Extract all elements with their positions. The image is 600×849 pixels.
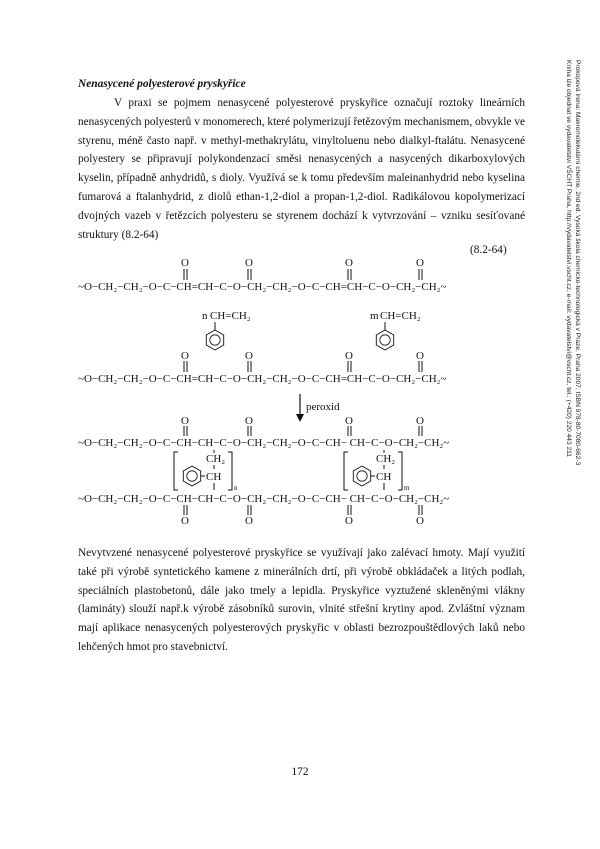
svg-text:~O−CH₂−CH₂−O−C−CH−CH−C−O−CH₂−C: ~O−CH₂−CH₂−O−C−CH−CH−C−O−CH₂−CH₂−O−C−CH− CH−C−O−CH₂−CH₂~ [78,493,450,505]
svg-text:O: O [181,515,189,527]
svg-text:CH: CH [376,471,392,483]
svg-text:~O−CH₂−CH₂−O−C−CH−CH−C−O−CH₂−C: ~O−CH₂−CH₂−O−C−CH−CH−C−O−CH₂−CH₂−O−C−CH− CH−C−O−CH₂−CH₂~ [78,437,450,449]
crosslink-unit-m [344,450,410,492]
applications-paragraph: Nevytvzené nenasycené polyesterové pryskyřice se využívají jako zalévací hmoty. Mají využití také při výrobě syntetického kamene z minerálních drtí, při výrobě obkládaček a litých podlah, speciálních plastobetonů, dále jako tmely a lepidla. Pryskyřice vyztužené skleněnými vlákny (lamináty) slouží např.k výrobě zásobníků surovin, vlnité střešní krytiny apod. Zvláštní význam mají aplikace nenasycených polyesterových pryskyřic v oblasti bezrozpouštědlových laků nebo lehčených hmot pro stavebnictví. [78,547,525,653]
svg-text:O: O [345,258,353,269]
svg-text:O: O [181,258,189,269]
repeat-index-n: n [234,484,238,492]
svg-text:O: O [245,258,253,269]
svg-text:O: O [416,258,424,269]
svg-text:O: O [345,415,353,427]
svg-text:CH₂: CH₂ [376,453,396,465]
initiator-label: peroxid [306,401,340,413]
svg-text:CH=CH₂: CH=CH₂ [210,310,251,322]
svg-text:CH: CH [206,471,222,483]
styrene-coefficient-m: m [370,310,379,322]
crosslinked-chain-top [78,415,449,449]
svg-text:O: O [345,515,353,527]
svg-text:CH=CH₂: CH=CH₂ [380,310,421,322]
styrene-monomer-m [370,310,421,350]
svg-text:O: O [416,515,424,527]
svg-text:~O−CH₂−CH₂−O−C−CH=CH−C−O−CH₂−C: ~O−CH₂−CH₂−O−C−CH=CH−C−O−CH₂−CH₂−O−C−CH=CH−C−O−CH₂−CH₂~ [78,373,447,385]
svg-text:O: O [345,350,353,362]
repeat-index-m: m [404,484,410,492]
polyester-chain-2 [78,350,447,385]
svg-text:O: O [181,350,189,362]
svg-text:O: O [416,350,424,362]
intro-paragraph: V praxi se pojmem nenasycené polyesterové pryskyřice označují roztoky lineárních nenasycených polyesterů v monomerech, které polymerizují řetězovým mechanismem, obvykle ve styrenu, méně často např. v methyl-methakrylátu, vinyltoluenu nebo dialkyl-ftalátu. Nenasycené polyestery se připravují polykondenzací směsi nenasycených a nasycených dikarboxylových kyselin, případně anhydridů, s dioly. Využívá se k tomu především maleinanhydrid nebo kyselina fumarová a ftalanhydrid, z diolů ethan-1,2-diol a propan-1,2-diol. Radikálovou kopolymerizací dvojných vazeb v řetězcích polyesteru se styrenem dochází k vytvrzování – vzniku sesíťované struktury (8.2-64) [78,97,525,241]
copyright-line-1: Prokopová Irena: Makromolekulární chemie. 2nd ed. Vysoká škola chemicko-technologická v Praze, Praha 2007. ISBN 978-80-7080-662-3 [574,60,581,466]
copyright-line-2: Kniha lze objednat ve vydavatelství VŠCHT Praha, http://vydavatelstvi.vscht.cz, e-mail: vydavatelstvi@vscht.cz, tel.: (+420) 220 443 211 [565,60,572,457]
svg-text:O: O [416,415,424,427]
svg-text:CH₂: CH₂ [206,453,226,465]
copyright-sidebar [548,60,588,620]
page-number: 172 [291,766,309,778]
svg-text:~O−CH₂−CH₂−O−C−CH=CH−C−O−CH₂−C: ~O−CH₂−CH₂−O−C−CH=CH−C−O−CH₂−CH₂−O−C−CH=CH−C−O−CH₂−CH₂~ [78,281,447,293]
equation-number: (8.2-64) [470,244,507,256]
reaction-scheme [78,258,518,528]
styrene-coefficient-n: n [202,310,208,322]
section-heading: Nenasycené polyesterové pryskyřice [78,78,246,90]
crosslinked-chain-bottom [78,493,449,527]
crosslink-unit-n [174,450,238,492]
svg-text:O: O [245,515,253,527]
svg-text:O: O [245,415,253,427]
reaction-arrow [296,394,340,422]
polyester-chain-1 [78,258,447,293]
styrene-monomer-n [202,310,251,350]
svg-text:O: O [181,415,189,427]
svg-text:O: O [245,350,253,362]
